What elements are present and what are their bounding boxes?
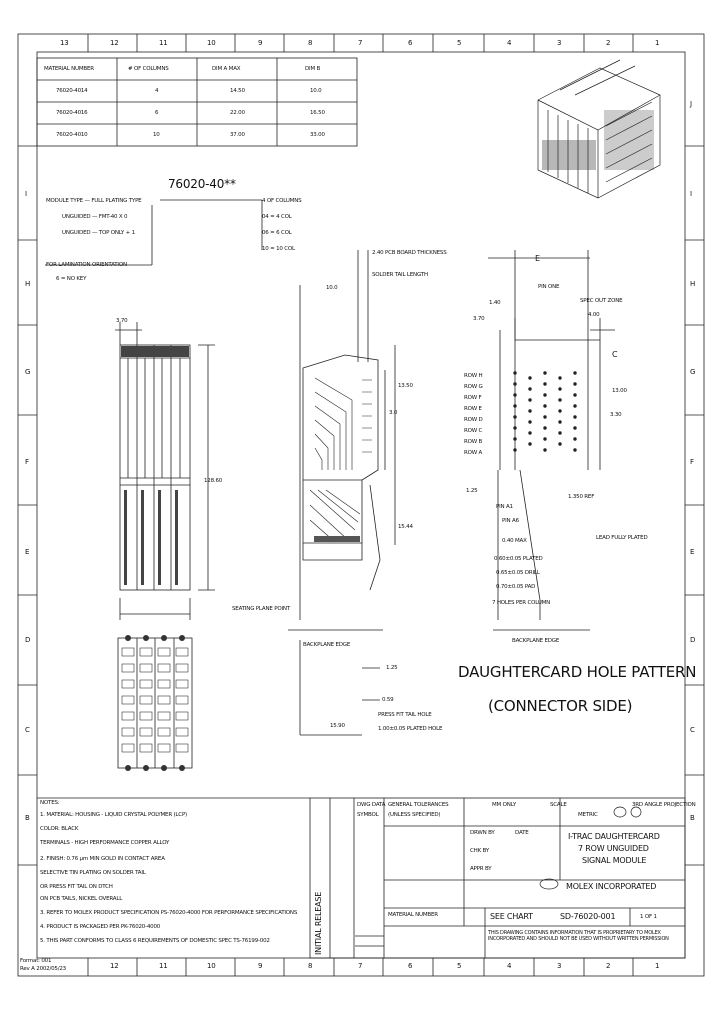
checked-by: CHK BY	[470, 848, 489, 854]
revision-label: Rev A 2002/05/23	[20, 966, 66, 972]
part-code-line: FOR LAMINATION ORIENTATION	[46, 262, 127, 268]
date-label: DATE	[515, 830, 529, 836]
border-left-h: H	[25, 280, 31, 288]
note-line: 2. FINISH: 0.76 μm MIN GOLD IN CONTACT AREA	[40, 856, 165, 862]
hole-spec-2: 0.60±0.05 PLATED	[494, 556, 543, 562]
dim-d3: 3.0	[389, 410, 398, 416]
note-line: 1. MATERIAL: HOUSING - LIQUID CRYSTAL POLYMER (LCP)	[40, 812, 188, 818]
border-col-4: 4	[507, 39, 512, 47]
part-code-columns: 4 OF COLUMNS	[262, 198, 302, 204]
dim-plated-hole: 1.00±0.05 PLATED HOLE	[378, 726, 443, 732]
border-bottom-7: 7	[358, 962, 363, 970]
border-row-d: D	[690, 636, 696, 644]
border-row-f: F	[690, 458, 694, 466]
dim-height: 128.60	[204, 478, 223, 484]
table-header-material: MATERIAL NUMBER	[44, 66, 94, 72]
border-row-i: I	[690, 190, 692, 198]
dim-c: C	[612, 350, 618, 359]
dims-in-label: MM ONLY	[492, 802, 516, 808]
release-label: INITIAL RELEASE	[314, 891, 323, 955]
border-col-6: 6	[408, 39, 413, 47]
dim-140: 1.40	[489, 300, 501, 306]
table-cell: 4	[155, 88, 159, 94]
format-label: Format: 001	[20, 958, 52, 964]
border-row-g: G	[690, 368, 696, 376]
dim-1300: 13.00	[612, 388, 627, 394]
fully-plated-label: LEAD FULLY PLATED	[596, 535, 648, 541]
border-col-7: 7	[358, 39, 363, 47]
units-label: METRIC	[578, 812, 598, 818]
row-label: ROW C	[464, 428, 483, 434]
border-bottom-6: 6	[408, 962, 413, 970]
pin-a6: PIN A6	[502, 518, 519, 524]
border-bottom-8: 8	[308, 962, 313, 970]
dim-d4: 15.44	[398, 524, 413, 530]
note-line: COLOR: BLACK	[40, 826, 79, 832]
sheet-number: 1 OF 1	[640, 914, 657, 920]
dim-125: 1.25	[386, 665, 398, 671]
hole-pattern-title: DAUGHTERCARD HOLE PATTERN	[458, 663, 697, 681]
pin-one-label: PIN ONE	[538, 284, 560, 290]
border-row-c: C	[690, 726, 695, 734]
note-line: 4. PRODUCT IS PACKAGED PER PK-76020-4000	[40, 924, 161, 930]
proprietary-notice: THIS DRAWING CONTAINS INFORMATION THAT IS PROPRIETARY TO MOLEX INCORPORATED AND SHOULD NOT BE USED WITHOUT WRITTEN PERMISSION	[488, 930, 669, 942]
dim-ref-point: SEATING PLANE POINT	[232, 606, 290, 612]
spec-zone-value: 4.00	[588, 312, 600, 318]
dim-e: E	[535, 254, 540, 263]
table-cell: 16.50	[310, 110, 325, 116]
spec-zone-label: SPEC OUT ZONE	[580, 298, 623, 304]
product-desc-2: 7 ROW UNGUIDED	[578, 844, 649, 853]
part-code-title: 76020-40**	[168, 177, 236, 191]
dim-125-hole: 1.25	[466, 488, 478, 494]
row-label: ROW B	[464, 439, 483, 445]
table-cell: 33.00	[310, 132, 325, 138]
dim-059: 0.59	[382, 697, 394, 703]
table-cell: 14.50	[230, 88, 245, 94]
drawn-by: DRWN BY	[470, 830, 495, 836]
table-cell: 76020-4014	[56, 88, 88, 94]
table-cell: 6	[155, 110, 159, 116]
border-bottom-4: 4	[507, 962, 512, 970]
border-bottom-2: 2	[606, 962, 611, 970]
border-left-d: D	[25, 636, 31, 644]
dim-370: 3.70	[473, 316, 485, 322]
document-type: SD-76020-001	[560, 912, 616, 921]
hole-spec-5: 7 HOLES PER COLUMN	[492, 600, 551, 606]
border-row-e: E	[690, 548, 695, 556]
tolerance-sub: (UNLESS SPECIFIED)	[388, 812, 441, 818]
part-code-columns: 10 = 10 COL	[262, 246, 295, 252]
border-left-b: B	[25, 814, 30, 822]
part-code-line: UNGUIDED — FMT-40 X 0	[62, 214, 128, 220]
border-col-1: 1	[655, 39, 660, 47]
approved-by: APPR BY	[470, 866, 492, 872]
border-col-5: 5	[457, 39, 462, 47]
border-row-h: H	[690, 280, 696, 288]
border-col-10: 10	[207, 39, 216, 47]
part-code-line: MODULE TYPE — FULL PLATING TYPE	[46, 198, 142, 204]
table-cell: 22.00	[230, 110, 245, 116]
dim-board-thickness: 2.40 PCB BOARD THICKNESS	[372, 250, 447, 256]
dwg-data-label: DWG DATA	[357, 802, 386, 808]
border-bottom-3: 3	[557, 962, 562, 970]
hole-pattern-subtitle: (CONNECTOR SIDE)	[488, 697, 633, 715]
table-header-dim-b: DIM B	[305, 66, 321, 72]
hole-spec-1: 0.40 MAX	[502, 538, 527, 544]
dim-tail-hole: PRESS FIT TAIL HOLE	[378, 712, 432, 718]
scale-label: SCALE	[550, 802, 567, 808]
border-col-2: 2	[606, 39, 611, 47]
table-header-columns: # OF COLUMNS	[128, 66, 169, 72]
material-number-label: MATERIAL NUMBER	[388, 912, 438, 918]
row-label: ROW D	[464, 417, 483, 423]
border-bottom-5: 5	[457, 962, 462, 970]
document-number: SEE CHART	[490, 912, 533, 921]
row-label: ROW H	[464, 373, 483, 379]
border-col-9: 9	[258, 39, 263, 47]
pin-a1: PIN A1	[496, 504, 513, 510]
projection-label: 3RD ANGLE PROJECTION	[632, 802, 696, 808]
border-left-i: I	[25, 190, 27, 198]
border-col-11: 11	[159, 39, 168, 47]
row-label: ROW A	[464, 450, 483, 456]
border-left-f: F	[25, 458, 29, 466]
dim-pitch: 3.70	[116, 318, 128, 324]
product-desc-3: SIGNAL MODULE	[582, 856, 647, 865]
hole-spec-3: 0.65±0.05 DRILL	[496, 570, 540, 576]
row-label: ROW E	[464, 406, 482, 412]
dim-d2: 13.50	[398, 383, 413, 389]
row-label: ROW G	[464, 384, 483, 390]
border-bottom-9: 9	[258, 962, 263, 970]
border-row-b: B	[690, 814, 695, 822]
part-code-columns: 04 = 4 COL	[262, 214, 292, 220]
border-bottom-12: 12	[110, 962, 119, 970]
part-code-line: UNGUIDED — TOP ONLY + 1	[62, 230, 135, 236]
border-bottom-10: 10	[207, 962, 216, 970]
backplane-edge-right: BACKPLANE EDGE	[512, 638, 560, 644]
border-bottom-11: 11	[159, 962, 168, 970]
part-code-line: 6 = NO KEY	[56, 276, 87, 282]
dim-330: 3.30	[610, 412, 622, 418]
note-line: OR PRESS FIT TAIL ON DTCH	[40, 884, 113, 890]
border-left-e: E	[25, 548, 30, 556]
backplane-edge-left: BACKPLANE EDGE	[303, 642, 351, 648]
border-col-8: 8	[308, 39, 313, 47]
border-row-j: J	[690, 100, 692, 108]
note-line: 5. THIS PART CONFORMS TO CLASS 6 REQUIREMENTS OF DOMESTIC SPEC TS-76199-002	[40, 938, 270, 944]
symbol-label: SYMBOL	[357, 812, 379, 818]
border-bottom-1: 1	[655, 962, 660, 970]
note-line: TERMINALS - HIGH PERFORMANCE COPPER ALLOY	[40, 840, 170, 846]
notes-title: NOTES:	[40, 800, 60, 806]
hole-spec-4: 0.70±0.05 PAD	[496, 584, 536, 590]
product-desc-1: I-TRAC DAUGHTERCARD	[568, 832, 660, 841]
table-header-dim-a: DIM A MAX	[212, 66, 241, 72]
table-cell: 76020-4010	[56, 132, 88, 138]
table-cell: 76020-4016	[56, 110, 88, 116]
part-code-columns: 06 = 6 COL	[262, 230, 292, 236]
table-cell: 10	[153, 132, 160, 138]
company-name: MOLEX INCORPORATED	[566, 882, 657, 891]
tolerance-title: GENERAL TOLERANCES	[388, 802, 449, 808]
table-cell: 10.0	[310, 88, 322, 94]
row-label: ROW F	[464, 395, 482, 401]
border-col-3: 3	[557, 39, 562, 47]
note-line: SELECTIVE TIN PLATING ON SOLDER TAIL	[40, 870, 146, 876]
table-cell: 37.00	[230, 132, 245, 138]
border-left-g: G	[25, 368, 31, 376]
dim-1590: 15.90	[330, 723, 345, 729]
note-line: 3. REFER TO MOLEX PRODUCT SPECIFICATION PS-76020-4000 FOR PERFORMANCE SPECIFICATIONS	[40, 910, 298, 916]
dim-tail-length: SOLDER TAIL LENGTH	[372, 272, 428, 278]
note-line: ON PCB TAILS, NICKEL OVERALL	[40, 896, 123, 902]
border-col-12: 12	[110, 39, 119, 47]
dim-d1: 10.0	[326, 285, 338, 291]
border-left-c: C	[25, 726, 30, 734]
dim-1350: 1.350 REF	[568, 494, 595, 500]
border-col-13: 13	[60, 39, 69, 47]
